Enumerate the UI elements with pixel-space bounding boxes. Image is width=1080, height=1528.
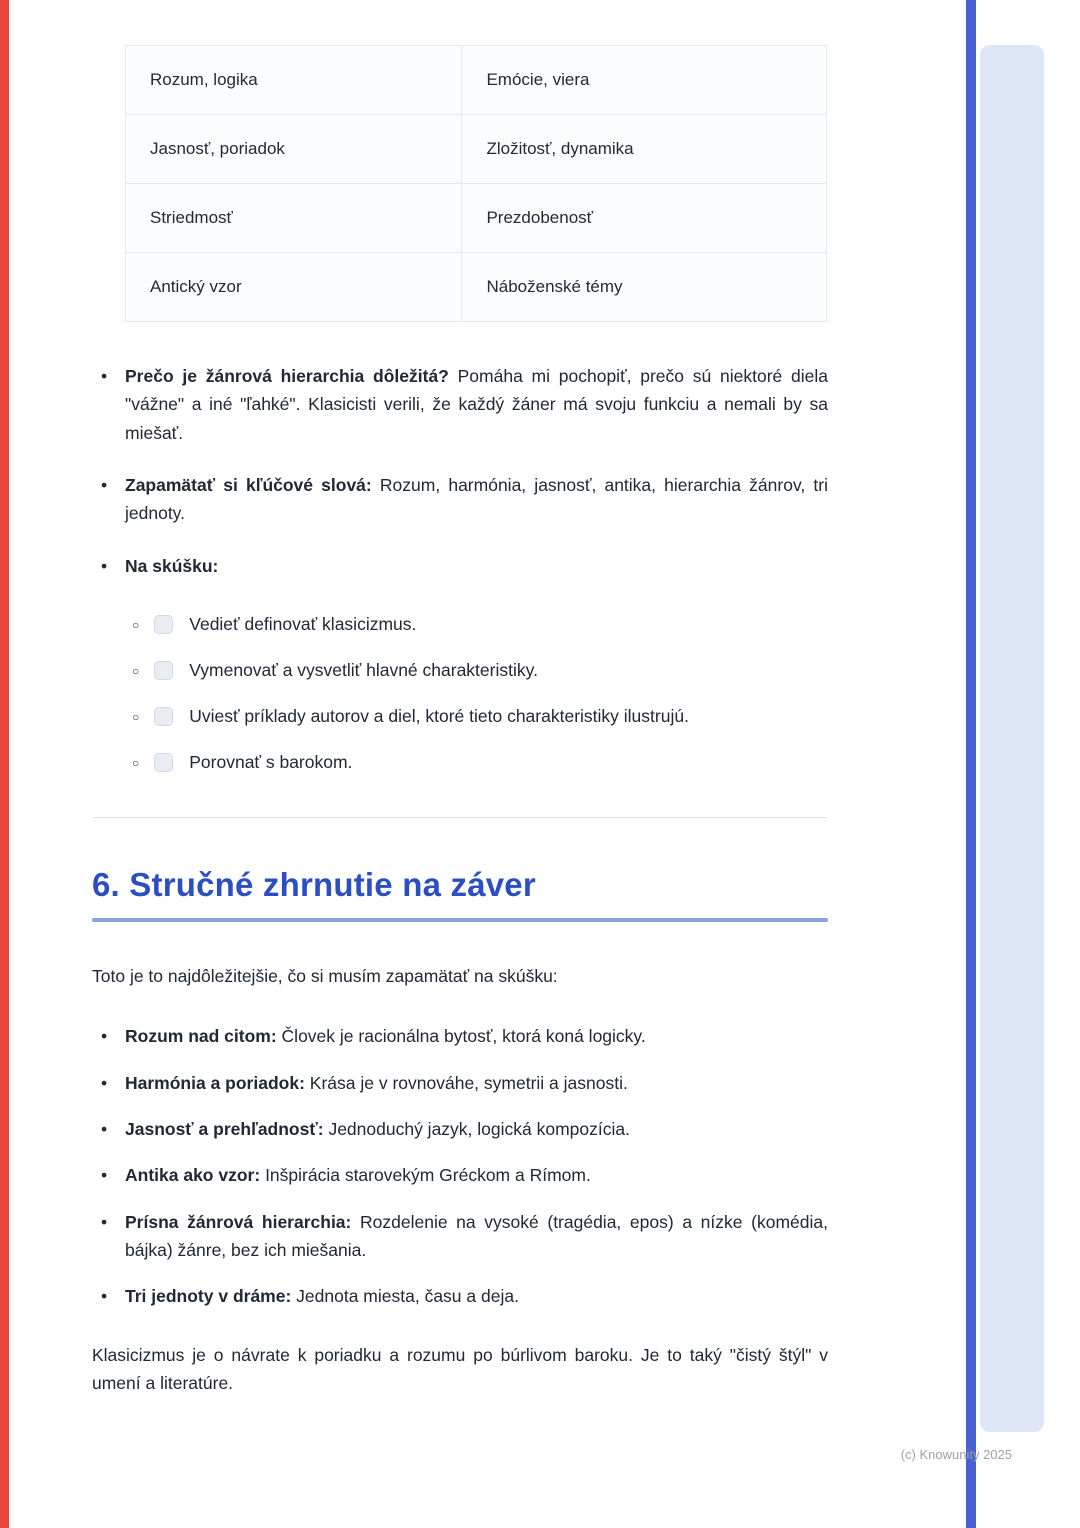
list-item-text: Inšpirácia starovekým Gréckom a Rímom. <box>265 1165 591 1186</box>
list-item <box>92 1282 828 1310</box>
checklist-item <box>92 660 828 681</box>
bullet-icon: • <box>101 555 108 576</box>
document-content <box>92 0 828 1415</box>
list-item-lead: Tri jednoty v dráme: <box>125 1286 292 1307</box>
exam-checklist <box>92 614 828 773</box>
table-cell: Zložitosť, dynamika <box>462 115 827 184</box>
checklist-item-text: Vymenovať a vysvetliť hlavné charakteristiky. <box>189 660 538 681</box>
list-item-text: Človek je racionálna bytosť, ktorá koná logicky. <box>281 1026 646 1047</box>
checklist-item <box>92 752 828 773</box>
list-item-lead: Harmónia a poriadok: <box>125 1072 305 1093</box>
comparison-table-wrap <box>125 45 827 322</box>
checklist-item-text: Uviesť príklady autorov a diel, ktoré tieto charakteristiky ilustrujú. <box>189 706 689 727</box>
list-item-text: Rozdelenie na vysoké (tragédia, epos) a nízke (komédia, bájka) žánre, bez ich miešania. <box>125 1211 828 1261</box>
list-item-lead: Na skúšku: <box>125 555 219 576</box>
bullet-icon: • <box>101 1211 108 1232</box>
left-accent-stripe <box>0 0 9 1528</box>
checkbox[interactable] <box>154 661 173 680</box>
list-item <box>92 471 828 528</box>
checkbox[interactable] <box>154 615 173 634</box>
table-row <box>126 115 827 184</box>
list-item-text: Jednoduchý jazyk, logická kompozícia. <box>328 1119 630 1140</box>
list-item-text: Rozum, harmónia, jasnosť, antika, hierarchia žánrov, tri jednoty. <box>125 475 828 524</box>
section-divider <box>92 817 828 818</box>
circle-bullet-icon: ○ <box>132 663 140 678</box>
scrollbar-thumb[interactable] <box>980 45 1044 1432</box>
table-cell: Emócie, viera <box>462 46 827 115</box>
checkbox[interactable] <box>154 707 173 726</box>
summary-list <box>92 1022 828 1310</box>
circle-bullet-icon: ○ <box>132 709 140 724</box>
list-item <box>92 1115 828 1143</box>
heading-underline <box>92 918 828 922</box>
bullet-icon: • <box>101 1119 108 1140</box>
checklist-item <box>92 706 828 727</box>
list-item-lead: Zapamätať si kľúčové slová: <box>125 475 372 496</box>
bullet-icon: • <box>101 475 108 496</box>
bullet-icon: • <box>101 1286 108 1307</box>
section-intro: Toto je to najdôležitejšie, čo si musím zapamätať na skúšku: <box>92 966 558 987</box>
checklist-item-text: Vedieť definovať klasicizmus. <box>189 614 417 635</box>
bullet-icon: • <box>101 366 108 386</box>
circle-bullet-icon: ○ <box>132 617 140 632</box>
section-heading: 6. Stručné zhrnutie na záver <box>92 866 536 904</box>
list-item-text: Krása je v rovnováhe, symetrii a jasnosti. <box>309 1072 628 1093</box>
list-item <box>92 1022 828 1050</box>
right-edge-bar <box>966 0 976 1528</box>
table-cell: Rozum, logika <box>126 46 462 115</box>
list-item <box>92 1208 828 1265</box>
list-item-text: Jednota miesta, času a deja. <box>296 1286 519 1307</box>
list-item-lead: Prečo je žánrová hierarchia dôležitá? <box>125 366 449 386</box>
checklist-item <box>92 614 828 635</box>
table-cell: Jasnosť, poriadok <box>126 115 462 184</box>
bullet-icon: • <box>101 1072 108 1093</box>
list-item <box>92 552 828 580</box>
list-item-lead: Rozum nad citom: <box>125 1026 277 1047</box>
table-cell: Antický vzor <box>126 253 462 322</box>
circle-bullet-icon: ○ <box>132 755 140 770</box>
table-row <box>126 184 827 253</box>
list-item-lead: Antika ako vzor: <box>125 1165 261 1186</box>
table-cell: Náboženské témy <box>462 253 827 322</box>
list-item <box>92 362 828 447</box>
comparison-table <box>125 45 827 322</box>
table-row <box>126 253 827 322</box>
table-row <box>126 46 827 115</box>
checklist-item-text: Porovnať s barokom. <box>189 752 353 773</box>
list-item-lead: Jasnosť a prehľadnosť: <box>125 1119 324 1140</box>
checkbox[interactable] <box>154 753 173 772</box>
section-outro: Klasicizmus je o návrate k poriadku a rozumu po búrlivom baroku. Je to taký "čistý štýl" v umení a literatúre. <box>92 1344 828 1394</box>
list-item-lead: Prísna žánrová hierarchia: <box>125 1211 352 1232</box>
list-item <box>92 1069 828 1097</box>
table-cell: Prezdobenosť <box>462 184 827 253</box>
bullet-icon: • <box>101 1165 108 1186</box>
table-cell: Striedmosť <box>126 184 462 253</box>
notes-list <box>92 362 828 580</box>
list-item <box>92 1161 828 1189</box>
list-item-text: Pomáha mi pochopiť, prečo sú niektoré diela "vážne" a iné "ľahké". Klasicisti verili, že každý žáner má svoju funkciu a nemali by sa miešať. <box>125 366 828 443</box>
copyright-notice: (c) Knowunity 2025 <box>900 1447 1012 1462</box>
bullet-icon: • <box>101 1026 108 1047</box>
